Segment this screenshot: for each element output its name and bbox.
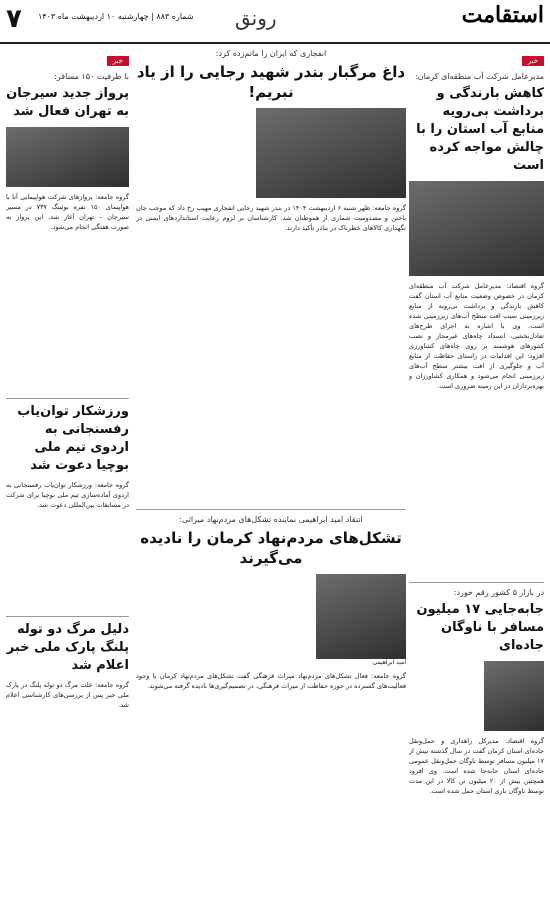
news-tag: خبر bbox=[107, 56, 129, 66]
headline-3: دلیل مرگ دو توله پلنگ پارک ملی خبر اعلام شد bbox=[6, 622, 129, 673]
middle-section bbox=[136, 48, 406, 878]
second-headline: تشکل‌های مردم‌نهاد کرمان را نادیده می‌گیرند bbox=[140, 529, 402, 567]
sub-article-body: گروه اقتصاد: مدیرکل راهداری و حمل‌ونقل جاده‌ای استان کرمان گفت در سال گذشته بیش از ۱۷ میلیون مسافر توسط ناوگان حمل‌ونقل عمومی جاده‌ای استان جابه‌جا شده است. وی افزود همچنین بیش از ۲۰ میلیون تن کالا در این مدت توسط ناوگان باری استان حمل شده است. bbox=[409, 737, 544, 795]
article-body: گروه اقتصاد: مدیرعامل شرکت آب منطقه‌ای کرمان در خصوص وضعیت منابع آب استان گفت کاهش بارندگی و برداشت بی‌رویه از منابع زیرزمینی سبب افت سطح آب‌های زیرزمینی شده است. وی با اشاره به اجرای طرح‌های تعادل‌بخشی، انسداد چاه‌های غیرمجاز و نصب کنتورهای هوشمند بر روی چاه‌های کشاورزی افزود: این اقدامات در راستای حفاظت از منابع آب و جلوگیری از افت بیشتر سطح آب‌های زیرزمینی انجام می‌شود و همکاری کشاورزان و بهره‌برداران در این زمینه ضروری است. bbox=[409, 282, 544, 390]
explosion-photo bbox=[256, 108, 406, 198]
divider bbox=[136, 509, 406, 510]
article-body-3: گروه جامعه: علت مرگ دو توله پلنگ در پارک ملی خبر پس از بررسی‌های کارشناسی اعلام شد. bbox=[6, 681, 129, 709]
main-body: گروه جامعه: ظهر شنبه ۶ اردیبهشت ۱۴۰۴ در بندر شهید رجایی انفجاری مهیب رخ داد که موجب جان باختن و مصدومیت شماری از هموطنان شد. کارشناسان بر لزوم رعایت استانداردهای ایمنی در نگهداری کالاهای خطرناک در بنادر تأکید دارند. bbox=[136, 204, 406, 232]
headline: پرواز جدید سیرجان به تهران فعال شد bbox=[6, 86, 129, 119]
headline: کاهش بارندگی و برداشت بی‌رویه منابع آب استان را با چالش مواجه کرده است bbox=[416, 86, 544, 173]
kicker: مدیرعامل شرکت آب منطقه‌ای کرمان: bbox=[415, 72, 544, 81]
kicker: با ظرفیت ۱۵۰ مسافر: bbox=[54, 72, 129, 81]
right-column bbox=[409, 48, 544, 878]
main-headline: داغ مرگبار بندر شهید رجایی را از یاد نبریم! bbox=[136, 63, 406, 101]
headline-2: ورزشکار توان‌یاب رفسنجانی به اردوی تیم ملی بوچیا دعوت شد bbox=[17, 404, 129, 473]
news-tag: خبر bbox=[522, 56, 544, 66]
portrait-photo-2 bbox=[484, 661, 544, 731]
section-title: رونق bbox=[235, 6, 277, 30]
airplane-photo bbox=[6, 127, 129, 187]
divider bbox=[409, 582, 544, 583]
article-body: گروه جامعه: پروازهای شرکت هواپیمایی آتا با هواپیمای ۱۵۰ نفره بوئینگ ۷۳۷ در مسیر سیرجان – تهران آغاز شد. این پرواز به صورت هفتگی انجام می‌شود. bbox=[6, 193, 129, 231]
portrait-photo bbox=[409, 181, 544, 276]
divider bbox=[6, 616, 129, 617]
sub-kicker: در بازار ۵ کشور رقم خورد: bbox=[453, 588, 544, 597]
page-number: ۷ bbox=[6, 4, 22, 34]
second-kicker: انتقاد امید ابراهیمی نماینده تشکل‌های مردم‌نهاد میراثی: bbox=[179, 515, 363, 524]
divider bbox=[6, 398, 129, 399]
second-body: گروه جامعه: فعال تشکل‌های مردم‌نهاد میراث فرهنگی گفت تشکل‌های مردم‌نهاد کرمان با وجود فعالیت‌های گسترده در حوزه حفاظت از میراث فرهنگی، در تصمیم‌گیری‌ها نادیده گرفته می‌شوند. bbox=[136, 672, 406, 690]
article-body-2: گروه جامعه: ورزشکار توان‌یاب رفسنجانی به اردوی آماده‌سازی تیم ملی بوچیا برای شرکت در مسابقات بین‌المللی دعوت شد. bbox=[6, 481, 129, 509]
sub-headline: جابه‌جایی ۱۷ میلیون مسافر با ناوگان جاده‌ای bbox=[416, 602, 544, 653]
newspaper-logo: استقامت bbox=[461, 2, 544, 28]
issue-line: شماره ۸۸۳ | چهارشنبه ۱۰ اردیبهشت ماه ۱۴۰۳ bbox=[38, 12, 194, 21]
portrait-photo-3 bbox=[316, 574, 406, 659]
masthead bbox=[0, 0, 550, 44]
photo-caption: امید ابراهیمی bbox=[372, 659, 406, 666]
main-kicker: انفجاری که ایران را ماتم‌زده کرد: bbox=[215, 49, 327, 58]
left-column bbox=[6, 48, 129, 878]
